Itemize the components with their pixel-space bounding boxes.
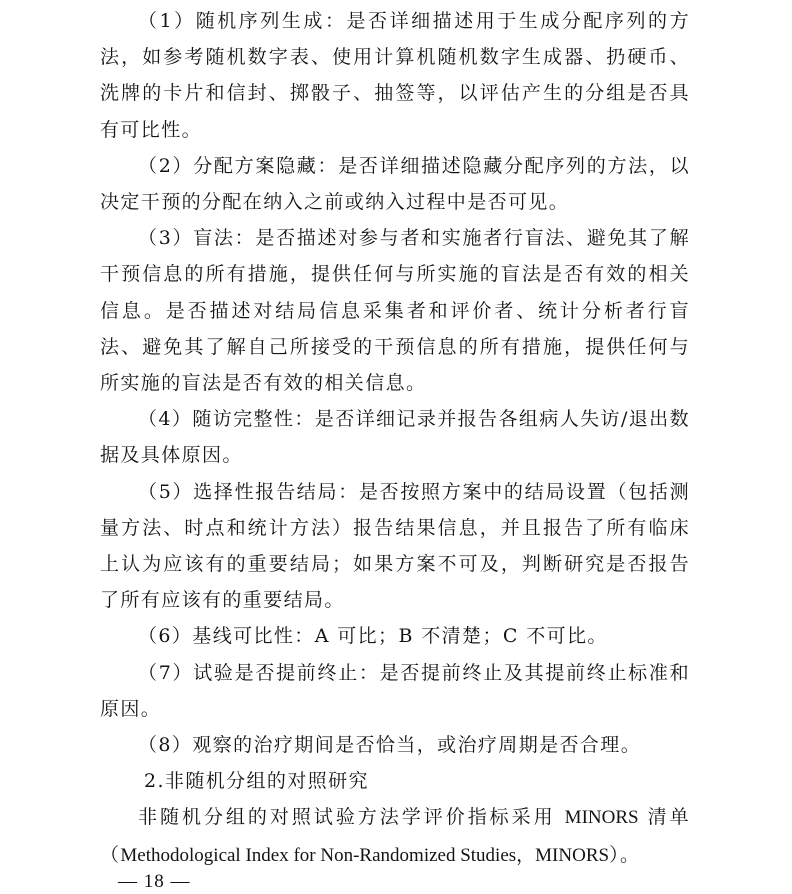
paragraph-selective-reporting: （5）选择性报告结局：是否按照方案中的结局设置（包括测量方法、时点和统计方法）报告结果信息，并且报告了所有临床上认为应该有的重要结局；如果方案不可及，判断研究是否报告了所有应该有的重要结局。 [100,480,690,612]
minors-term: MINORS [564,807,639,829]
paragraph-minors [100,799,690,873]
minors-full-name: Methodological Index for Non-Randomized Studies，MINORS [120,844,610,866]
minors-intro: 非随机分组的对照试验方法学评价指标采用 [138,806,556,829]
paragraph-treatment-period: （8）观察的治疗期间是否恰当，或治疗周期是否合理。 [138,734,642,757]
page-number: — 18 — [118,871,191,892]
section-heading: 2.非随机分组的对照研究 [144,770,369,793]
paragraph-allocation-concealment: （2）分配方案隐藏：是否详细描述隐藏分配序列的方法，以决定干预的分配在纳入之前或纳入过程中是否可见。 [100,154,690,214]
paragraph-blinding: （3）盲法：是否描述对参与者和实施者行盲法、避免其了解干预信息的所有措施，提供任何与所实施的盲法是否有效的相关信息。是否描述对结局信息采集者和评价者、统计分析者行盲法、避免其了解自己所接受的干预信息的所有措施，提供任何与所实施的盲法是否有效的相关信息。 [100,227,690,395]
document-page [100,3,690,874]
paragraph-baseline: （6）基线可比性：A 可比；B 不清楚；C 不可比。 [138,625,608,648]
paragraph-random-sequence: （1）随机序列生成：是否详细描述用于生成分配序列的方法，如参考随机数字表、使用计算机随机数字生成器、扔硬币、洗牌的卡片和信封、掷骰子、抽签等，以评估产生的分组是否具有可比性。 [100,10,690,141]
minors-end: ）。 [609,843,641,866]
paragraph-early-termination: （7）试验是否提前终止：是否提前终止及其提前终止标准和原因。 [100,661,690,720]
paragraph-follow-up: （4）随访完整性：是否详细记录并报告各组病人失访/退出数据及具体原因。 [100,408,690,467]
minors-list-label: 清单（ [100,806,690,866]
